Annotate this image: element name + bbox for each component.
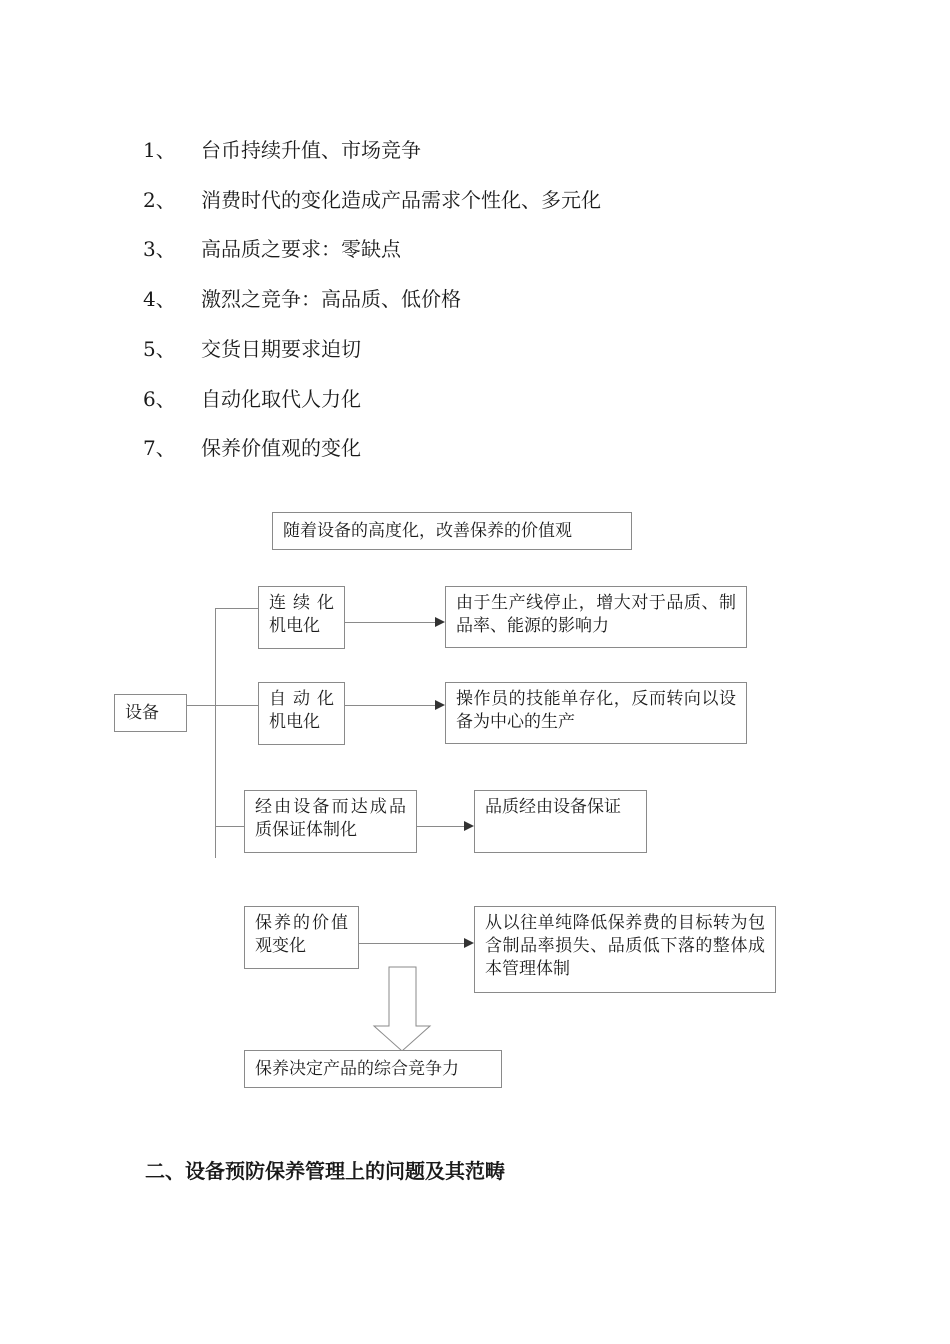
list-number: 4、 [143,287,176,311]
branch-2-result: 操作员的技能单存化，反而转向以设备为中心的生产 [456,689,736,732]
list-text: 高品质之要求：零缺点 [201,237,401,261]
branch-1-arrow-line [345,622,435,623]
conclusion-box [244,1050,502,1088]
branch-1-arrow-head [435,617,445,627]
branch-3-result-box [474,790,647,853]
branch-2-arrow-head [435,700,445,710]
list-item-5 [143,336,361,362]
branch-2-box [258,682,345,745]
value-change-arrow-line [359,943,464,944]
branch-1-label: 连续化机电化 [269,593,334,636]
value-change-result: 从以往单纯降低保养费的目标转为包含制品率损失、品质低下落的整体成本管理体制 [485,913,765,979]
list-text: 保养价值观的变化 [201,436,361,460]
value-change-label: 保养的价值观变化 [255,913,348,956]
trunk-line [215,608,216,858]
list-item-6 [143,386,361,412]
value-change-result-box [474,906,776,993]
branch-2-result-box [445,682,747,744]
list-text: 自动化取代人力化 [201,387,361,411]
list-item-7 [143,435,361,461]
list-number: 3、 [143,237,176,261]
list-number: 2、 [143,188,176,212]
diagram-top-box [272,512,632,550]
list-text: 交货日期要求迫切 [201,337,361,361]
branch-3-box [244,790,417,853]
branch-1-box [258,586,345,649]
list-text: 消费时代的变化造成产品需求个性化、多元化 [201,188,601,212]
branch-2-label: 自动化机电化 [269,689,334,732]
branch-3-connector [215,826,244,827]
list-text: 激烈之竞争：高品质、低价格 [201,287,461,311]
branch-3-arrow-head [464,821,474,831]
branch-2-arrow-line [345,705,435,706]
root-connector [187,705,258,706]
section-heading: 二、设备预防保养管理上的问题及其范畴 [145,1159,505,1183]
list-item-1 [143,137,421,163]
branch-3-result: 品质经由设备保证 [485,797,621,817]
list-item-2 [143,187,601,213]
branch-3-label: 经由设备而达成品质保证体制化 [255,797,406,840]
list-number: 1、 [143,138,176,162]
list-number: 7、 [143,436,176,460]
list-item-4 [143,286,461,312]
down-arrow-icon [372,966,432,1052]
branch-1-result-box [445,586,747,648]
value-change-arrow-head [464,938,474,948]
branch-1-connector [215,608,258,609]
diagram-root-box [114,694,187,732]
list-number: 6、 [143,387,176,411]
list-number: 5、 [143,337,176,361]
diagram-top-box-text: 随着设备的高度化，改善保养的价值观 [283,520,572,541]
value-change-box [244,906,359,969]
branch-3-arrow-line [417,826,464,827]
list-text: 台币持续升值、市场竞争 [201,138,421,162]
conclusion-text: 保养决定产品的综合竞争力 [255,1058,459,1079]
diagram-root-text: 设备 [125,702,159,723]
list-item-3 [143,236,401,262]
branch-1-result: 由于生产线停止，增大对于品质、制品率、能源的影响力 [456,593,736,636]
